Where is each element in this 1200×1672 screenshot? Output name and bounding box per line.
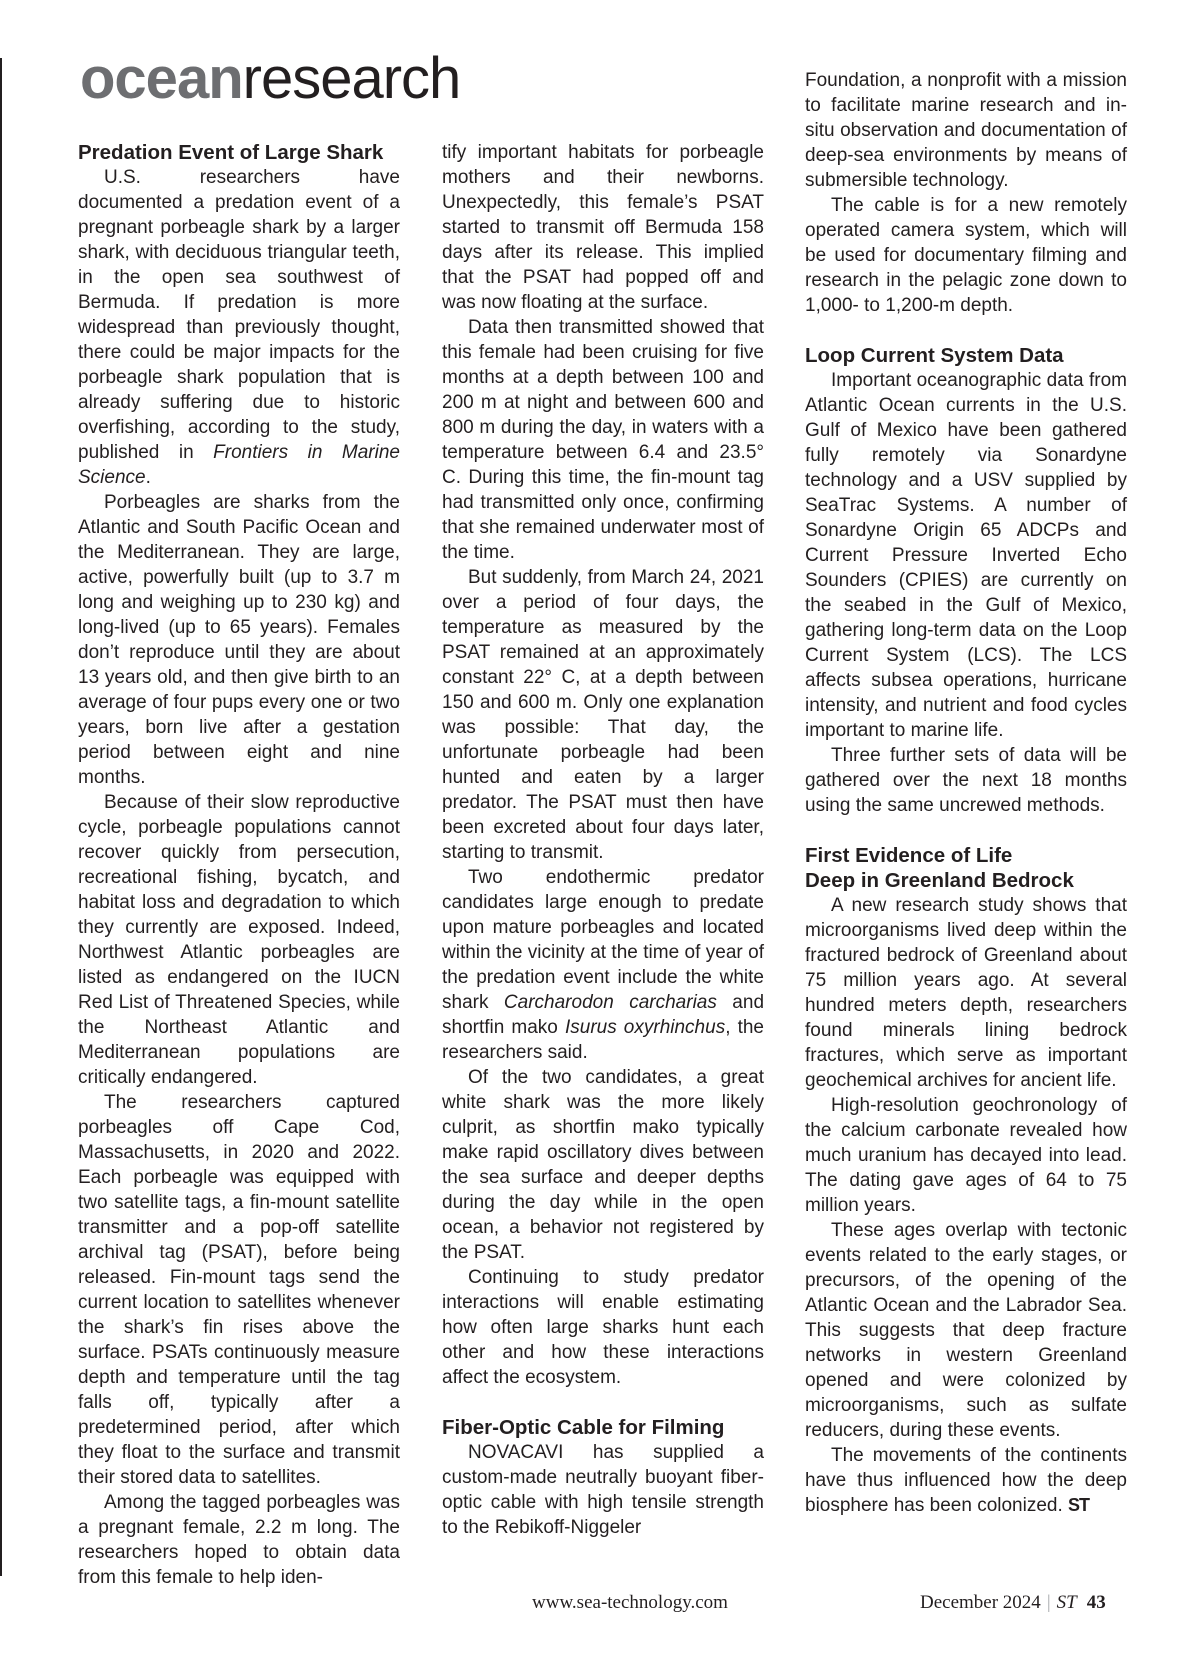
greenland-paragraph-2: High-resolution geochronology of the calcium carbonate revealed how much uranium has decayed into lead. The dating gave ages of 64 to 75 million years.	[805, 1095, 1127, 1216]
predation-paragraph-10: Continuing to study predator interactions will enable estimating how often large sharks hunt each other and how these interactions affect the ecosystem.	[442, 1267, 764, 1388]
fiber-paragraph-1-continued: Foundation, a nonprofit with a mission to facilitate marine research and in-situ observation and documentation of deep-sea environments by means of submersible technology.	[805, 70, 1127, 191]
loop-paragraph-2: Three further sets of data will be gathered over the next 18 months using the same uncrewed methods.	[805, 745, 1127, 816]
greenland-p4-text: The movements of the continents have thus influenced how the deep biosphere has been colonized.	[805, 1445, 1127, 1516]
predation-paragraph-7: But suddenly, from March 24, 2021 over a period of four days, the temperature as measured by the PSAT remained at an approximately constant 22° C, at a depth between 150 and 600 m. Only one explanation was possible: That day, the unfortunate porbeagle had been hunted and eaten by a larger predator. The PSAT must then have been excreted about four days later, starting to transmit.	[442, 567, 764, 863]
predation-paragraph-6: Data then transmitted showed that this female had been cruising for five months at a depth between 100 and 200 m at night and between 600 and 800 m during the day, in waters with a temperature between 6.4 and 23.5° C. During this time, the fin-mount tag had transmitted only once, confirming that she remained underwater most of the time.	[442, 317, 764, 563]
species-white-shark: Carcharodon carcharias	[503, 992, 717, 1013]
predation-paragraph-9: Of the two candidates, a great white shark was the more likely culprit, as shortfin mako typically make rapid oscillatory dives between the sea surface and deeper depths during the day while in the open ocean, a behavior not registered by the PSAT.	[442, 1067, 764, 1263]
predation-paragraph-5-continued: tify important habitats for porbeagle mothers and their newborns. Unexpectedly, this female’s PSAT started to transmit off Bermuda 158 days after its release. This implied that the PSAT had popped off and was now floating at the surface.	[442, 142, 764, 313]
predation-paragraph-3: Because of their slow reproductive cycle, porbeagle populations cannot recover quickly from persecution, recreational fishing, bycatch, and habitat loss and degradation to which they currently are exposed. Indeed, Northwest Atlantic porbeagles are listed as endangered on the IUCN Red List of Threatened Species, while the Northeast Atlantic and Mediterranean populations are critically endangered.	[78, 792, 400, 1088]
predation-p1-end: .	[145, 467, 151, 488]
fiber-paragraph-2: The cable is for a new remotely operated camera system, which will be used for documentary filming and research in the pelagic zone down to 1,000- to 1,200-m depth.	[805, 195, 1127, 316]
loop-paragraph-1: Important oceanographic data from Atlantic Ocean currents in the U.S. Gulf of Mexico have been gathered fully remotely via Sonardyne technology and a USV supplied by SeaTrac Systems. A number of Sonardyne Origin 65 ADCPs and Current Pressure Inverted Echo Sounders (CPIES) are currently on the seabed in the Gulf of Mexico, gathering long-term data on the Loop Current System (LCS). The LCS affects subsea operations, hurricane intensity, and nutrient and food cycles important to marine life.	[805, 370, 1127, 741]
page-number: 43	[1086, 1592, 1106, 1613]
column-1	[78, 140, 400, 1590]
predation-p8-b: and shortfin mako	[442, 992, 765, 1038]
predation-paragraph-1	[78, 165, 400, 490]
predation-heading: Predation Event of Large Shark	[78, 141, 384, 164]
column-2	[442, 140, 764, 1540]
predation-p1-text: U.S. researchers have documented a predation event of a pregnant porbeagle shark by a larger shark, with deciduous triangular teeth, in the open sea southwest of Bermuda. If predation is more widespread than previously thought, there could be major impacts for the porbeagle shark population that is already suffering due to historic overfishing, according to the study, published in	[78, 167, 400, 463]
greenland-paragraph-3: These ages overlap with tectonic events related to the early stages, or precursors, of the opening of the Atlantic Ocean and the Labrador Sea. This suggests that deep fracture networks in western Greenland opened and were colonized by microorganisms, such as sulfate reducers, during these events.	[805, 1220, 1127, 1441]
end-mark: ST	[1068, 1495, 1090, 1515]
footer-folio	[920, 1591, 1106, 1615]
loop-heading: Loop Current System Data	[805, 344, 1064, 367]
predation-paragraph-4: The researchers captured porbeagles off Cape Cod, Massachusetts, in 2020 and 2022. Each porbeagle was equipped with two satellite tags, a fin-mount satellite transmitter and a pop-off satellite archival tag (PSAT), before being released. Fin-mount tags send the current location to satellites whenever the shark’s fin rises above the surface. PSATs continuously measure depth and temperature until the tag falls off, typically after a predetermined period, after which they float to the surface and transmit their stored data to satellites.	[78, 1092, 400, 1488]
footer-date: December 2024	[920, 1592, 1041, 1613]
masthead-research: research	[242, 46, 461, 111]
predation-p8-a: Two endothermic predator candidates large enough to predate upon mature porbeagles and located within the vicinity at the time of year of the predation event include the white shark	[442, 867, 764, 1013]
greenland-paragraph-4	[805, 1443, 1127, 1518]
page-left-rule	[0, 58, 2, 1576]
predation-paragraph-8	[442, 865, 764, 1065]
predation-paragraph-2: Porbeagles are sharks from the Atlantic and South Pacific Ocean and the Mediterranean. They are large, active, powerfully built (up to 3.7 m long and weighing up to 230 kg) and long-lived (up to 65 years). Females don’t reproduce until they are about 13 years old, and then give birth to an average of four pups every one or two years, born live after a gestation period between eight and nine months.	[78, 492, 400, 788]
masthead-ocean: ocean	[80, 46, 243, 111]
predation-p8-c: , the researchers said.	[442, 1017, 764, 1063]
journal-name: Frontiers in Marine Science	[78, 442, 400, 488]
footer-publication: ST	[1056, 1592, 1077, 1613]
fiber-heading: Fiber-Optic Cable for Filming	[442, 1416, 725, 1439]
greenland-heading-line-1: First Evidence of Life	[805, 844, 1013, 867]
fiber-paragraph-1: NOVACAVI has supplied a custom-made neutrally buoyant fiber-optic cable with high tensile strength to the Rebikoff-Niggeler	[442, 1442, 764, 1538]
footer-url[interactable]: www.sea-technology.com	[532, 1592, 728, 1613]
column-3	[805, 68, 1127, 1518]
greenland-heading-line-2: Deep in Greenland Bedrock	[805, 869, 1074, 892]
greenland-paragraph-1: A new research study shows that microorganisms lived deep within the fractured bedrock of Greenland about 75 million years ago. At several hundred meters depth, researchers found minerals lining bedrock fractures, which serve as important geochemical archives for ancient life.	[805, 895, 1127, 1091]
section-masthead	[80, 46, 460, 112]
predation-paragraph-5: Among the tagged porbeagles was a pregnant female, 2.2 m long. The researchers hoped to obtain data from this female to help iden-	[78, 1492, 400, 1588]
footer-separator: |	[1046, 1592, 1051, 1613]
species-shortfin-mako: Isurus oxyrhinchus	[564, 1017, 726, 1038]
